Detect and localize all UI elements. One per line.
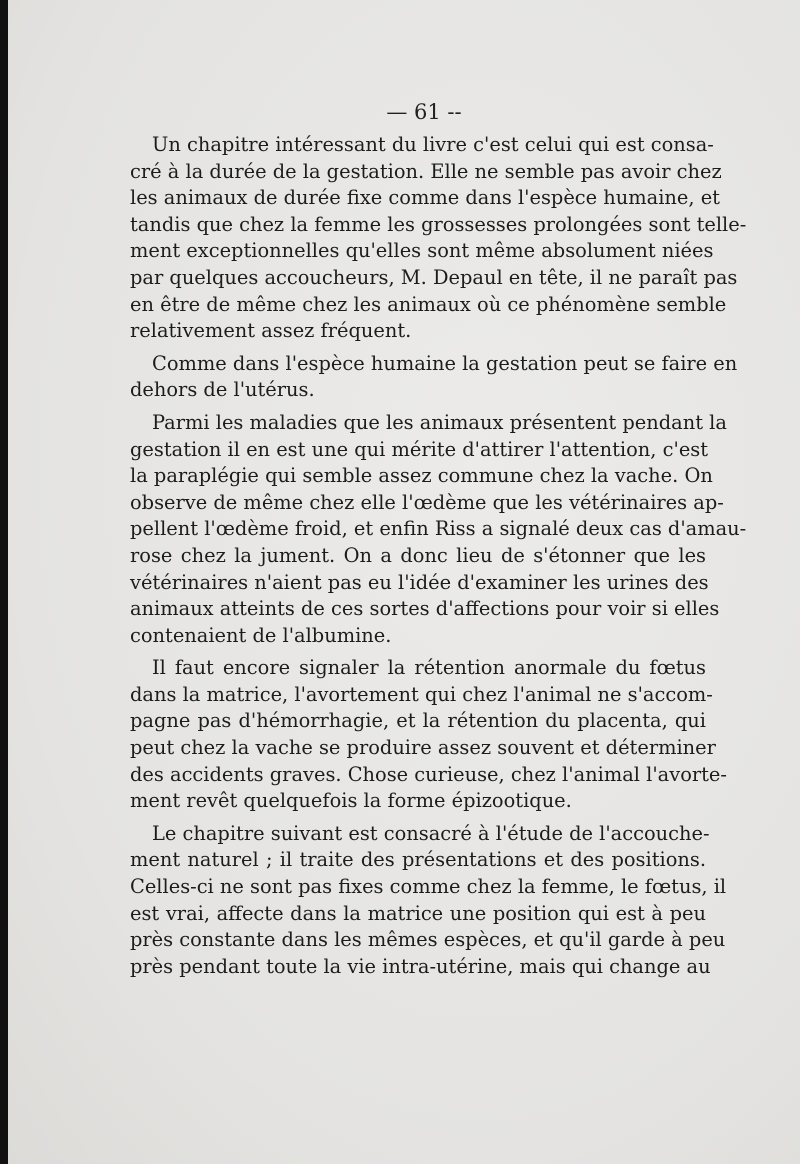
paragraph [130,821,727,981]
text-line: Un chapitre intéressant du livre c'est celui qui est consa- [152,133,714,156]
text-line: gestation il en est une qui mérite d'attirer l'attention, c'est [130,437,709,461]
text-line: cré à la durée de la gestation. Elle ne semble pas avoir chez [130,159,722,183]
text-line: Parmi les maladies que les animaux présentent pendant la [152,410,727,434]
text-line: dehors de l'utérus. [130,378,315,402]
text-line: par quelques accoucheurs, M. Depaul en tête, il ne paraît pas [130,265,738,289]
text-line: peut chez la vache se produire assez souvent et déterminer [130,736,716,760]
text-line: tandis que chez la femme les grossesses prolongées sont telle- [130,212,747,236]
text-line: des accidents graves. Chose curieuse, chez l'animal l'avorte- [130,762,727,786]
text-line: Celles-ci ne sont pas fixes comme chez la femme, le fœtus, il [130,875,727,899]
text-line: rose chez la jument. On a donc lieu de s'étonner que les [130,543,706,567]
paragraph [130,351,738,404]
text-line: vétérinaires n'aient pas eu l'idée d'examiner les urines des [130,570,709,594]
text-line: Comme dans l'espèce humaine la gestation peut se faire en [152,351,738,375]
text-line: est vrai, affecte dans la matrice une position qui est à peu [130,901,706,925]
text-line: dans la matrice, l'avortement qui chez l'animal ne s'accom- [130,682,713,706]
text-line: Il faut encore signaler la rétention anormale du fœtus [152,656,706,680]
text-line: Le chapitre suivant est consacré à l'étude de l'accouche- [152,821,710,845]
text-line: ment revêt quelquefois la forme épizootique. [130,789,572,813]
text-line: relativement assez fréquent. [130,319,412,343]
text-line: contenaient de l'albumine. [130,623,392,647]
text-line: observe de même chez elle l'œdème que les vétérinaires ap- [130,490,724,514]
text-line: la paraplégie qui semble assez commune chez la vache. On [130,464,713,488]
text-line: pellent l'œdème froid, et enfin Riss a signalé deux cas d'amau- [130,517,747,541]
text-line: pagne pas d'hémorrhagie, et la rétention du placenta, qui [130,709,706,733]
text-line: ment naturel ; il traite des présentations et des positions. [130,848,706,872]
body-text [130,132,747,986]
book-page [8,0,800,1164]
paragraph [130,410,747,649]
page-number: — 61 -- [386,100,462,124]
text-line: ment exceptionnelles qu'elles sont même absolument niées [130,239,714,263]
text-line: en être de même chez les animaux où ce phénomène semble [130,292,727,316]
paragraph [130,655,727,815]
text-line: animaux atteints de ces sortes d'affections pour voir si elles [130,597,720,621]
scan-left-border [0,0,8,1164]
text-line: près pendant toute la vie intra-utérine, mais qui change au [130,954,711,978]
text-line: près constante dans les mêmes espèces, et qu'il garde à peu [130,928,726,952]
paragraph [130,132,747,345]
text-line: les animaux de durée fixe comme dans l'espèce humaine, et [130,186,720,210]
